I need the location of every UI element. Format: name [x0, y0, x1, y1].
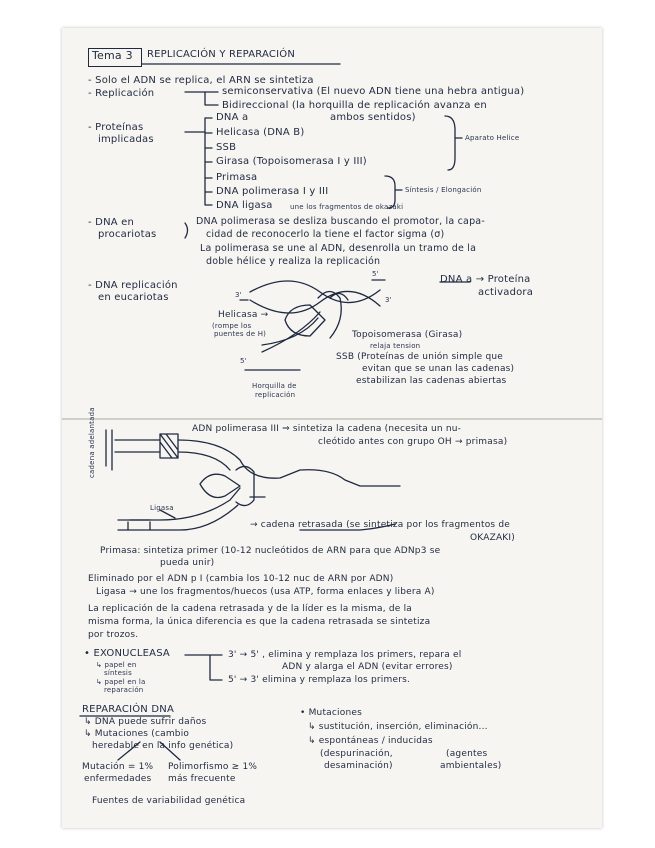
retrasada-line-1: → cadena retrasada (se sintetiza por los fragmentos de: [250, 520, 511, 530]
exonucleasa-label: • EXONUCLEASA: [84, 648, 170, 659]
exo-arrows: [185, 655, 222, 680]
exo-3-5-line: 3' → 5' , elimina y remplaza los primers, repara el: [228, 650, 462, 660]
reparacion-frecuente: más frecuente: [168, 774, 236, 784]
pol3-line-2: cleótido antes con grupo OH → primasa): [318, 437, 508, 447]
helicasa-label: Helicasa →: [218, 310, 269, 320]
eucariotas-label: - DNA replicación: [88, 280, 178, 291]
exo-5-3-line: 5' → 3' elimina y remplaza los primers.: [228, 675, 411, 685]
protein-helicasa: Helicasa (DNA B): [216, 127, 305, 138]
label-5prime-bottom: 5': [240, 357, 247, 365]
replicacion-bidireccional: Bidireccional (la horquilla de replicación avanza en: [222, 100, 487, 111]
euc-topo: [318, 292, 348, 339]
replicacion-label: - Replicación: [88, 88, 155, 99]
dnaa-label-2: activadora: [478, 287, 534, 298]
reparacion-enfermedades: enfermedades: [84, 774, 152, 784]
retrasada-explain-3: por trozos.: [88, 630, 139, 640]
replicacion-arrow: [185, 92, 218, 105]
reparacion-3: heredable en la info genética): [92, 741, 234, 751]
exo-note-1: ↳ papel en: [96, 661, 137, 669]
exo-note-2: síntesis: [104, 669, 132, 677]
exo-3-5-line-2: ADN y alarga el ADN (evitar errores): [282, 662, 453, 672]
reparacion-polimorfismo: Polimorfismo ≥ 1%: [168, 762, 258, 772]
protein-ligasa-note: une los fragmentos de okazaki: [290, 203, 404, 211]
helicasa-note-2: puentes de H): [214, 330, 267, 338]
procariotas-label: - DNA en: [88, 217, 135, 228]
replicacion-semiconservativa: semiconservativa (El nuevo ADN tiene una hebra antigua): [222, 86, 525, 97]
procariotas-line-4: doble hélice y realiza la replicación: [206, 256, 381, 267]
helicasa-note-1: (rompe los: [212, 322, 252, 330]
euc-strand-bottom2: [262, 312, 320, 352]
replicacion-bidireccional-2: ambos sentidos): [330, 112, 416, 123]
ssb-line-2: evitan que se unan las cadenas): [362, 364, 515, 374]
retrasada-explain-1: La replicación de la cadena retrasada y de la líder es la misma, de la: [88, 604, 413, 614]
exo-note-3: ↳ papel en la: [96, 678, 146, 686]
sintesis-label: Síntesis / Elongación: [405, 186, 482, 194]
retrasada-line-2: OKAZAKI): [470, 533, 515, 543]
pol3-line-1: ADN polimerasa III ⇒ sintetiza la cadena (necesita un nu-: [192, 424, 462, 434]
procariotas-line-2: cidad de reconocerlo la tiene el factor sigma (σ): [206, 229, 445, 240]
exo-note-4: reparación: [104, 686, 144, 694]
eucariotas-label-2: en eucariotas: [98, 292, 169, 303]
topo-label: Topoisomerasa (Girasa): [352, 330, 463, 340]
procariotas-label-2: procariotas: [98, 229, 157, 240]
procariotas-line-3: La polimerasa se une al ADN, desenrolla un tramo de la: [200, 243, 477, 254]
primasa-line-1: Primasa: sintetiza primer (10-12 nucleótidos de ARN para que ADNp3 se: [100, 546, 441, 556]
ssb-line-3: estabilizan las cadenas abiertas: [356, 376, 507, 386]
reparacion-1: ↳ DNA puede sufrir daños: [84, 717, 207, 727]
ssb-line-1: SSB (Proteínas de unión simple que: [336, 352, 503, 362]
ligasa-diagram-label: Ligasa: [150, 504, 174, 512]
horquilla-label: Horquilla de: [252, 382, 297, 390]
mutaciones-5: (agentes: [446, 749, 488, 759]
lower-strand-b: [115, 452, 230, 470]
aparato-helice-label: Aparato Helice: [465, 134, 520, 142]
label-3prime-right: 3': [385, 296, 392, 304]
protein-dna-a: DNA a: [216, 112, 249, 123]
reparacion-fuentes: Fuentes de variabilidad genética: [92, 796, 246, 806]
mutaciones-1: ↳ sustitución, inserción, eliminación...: [308, 722, 488, 732]
protein-primasa: Primasa: [216, 172, 258, 183]
mutaciones-3: (despurinación,: [320, 749, 393, 759]
ligasa-line: Ligasa → une los fragmentos/huecos (usa ATP, forma enlaces y libera A): [96, 587, 435, 597]
mutaciones-2: ↳ espontáneas / inducidas: [308, 736, 433, 746]
mutaciones-6: ambientales): [440, 761, 502, 771]
lower-helicase: [200, 474, 240, 497]
protein-girasa: Girasa (Topoisomerasa I y III): [216, 156, 367, 167]
reparacion-title: REPARACIÓN DNA: [82, 704, 174, 715]
aparato-brace: [445, 116, 462, 170]
proteinas-label-2: implicadas: [98, 134, 154, 145]
eliminado-line: Eliminado por el ADN p I (cambia los 10-12 nuc de ARN por ADN): [88, 574, 394, 584]
lower-strand-c: [118, 488, 240, 520]
procariotas-line-1: DNA polimerasa se desliza buscando el promotor, la capa-: [196, 216, 485, 227]
reparacion-2: ↳ Mutaciones (cambio: [84, 729, 190, 739]
primasa-line-2: pueda unir): [160, 558, 215, 568]
reparacion-mutacion: Mutación = 1%: [82, 762, 154, 772]
tema-label: Tema 3: [92, 49, 133, 62]
lower-strand-d: [118, 505, 238, 530]
protein-ligasa: DNA ligasa: [216, 200, 273, 211]
proteinas-label: - Proteínas: [88, 122, 144, 133]
mutaciones-title: • Mutaciones: [300, 708, 362, 718]
label-3prime-left: 3': [235, 291, 242, 299]
line-solo-adn: - Solo el ADN se replica, el ARN se sintetiza: [88, 75, 314, 86]
mutaciones-4: desaminación): [324, 761, 393, 771]
protein-polimerasa: DNA polimerasa I y III: [216, 186, 329, 197]
horquilla-label-2: replicación: [255, 391, 296, 399]
retrasada-explain-2: misma forma, la única diferencia es que la cadena retrasada se sintetiza: [88, 617, 431, 627]
label-5prime-top: 5': [372, 270, 379, 278]
topo-note: relaja tension: [370, 342, 421, 350]
page-title: REPLICACIÓN Y REPARACIÓN: [147, 49, 296, 60]
lead-box: [160, 434, 178, 458]
euc-strand-top: [250, 281, 380, 303]
dnaa-label: DNA a → Proteína: [440, 274, 531, 285]
protein-ssb: SSB: [216, 142, 237, 153]
cadena-adelantada-label: cadena adelantada: [88, 407, 96, 478]
proteinas-tree: [185, 118, 212, 205]
